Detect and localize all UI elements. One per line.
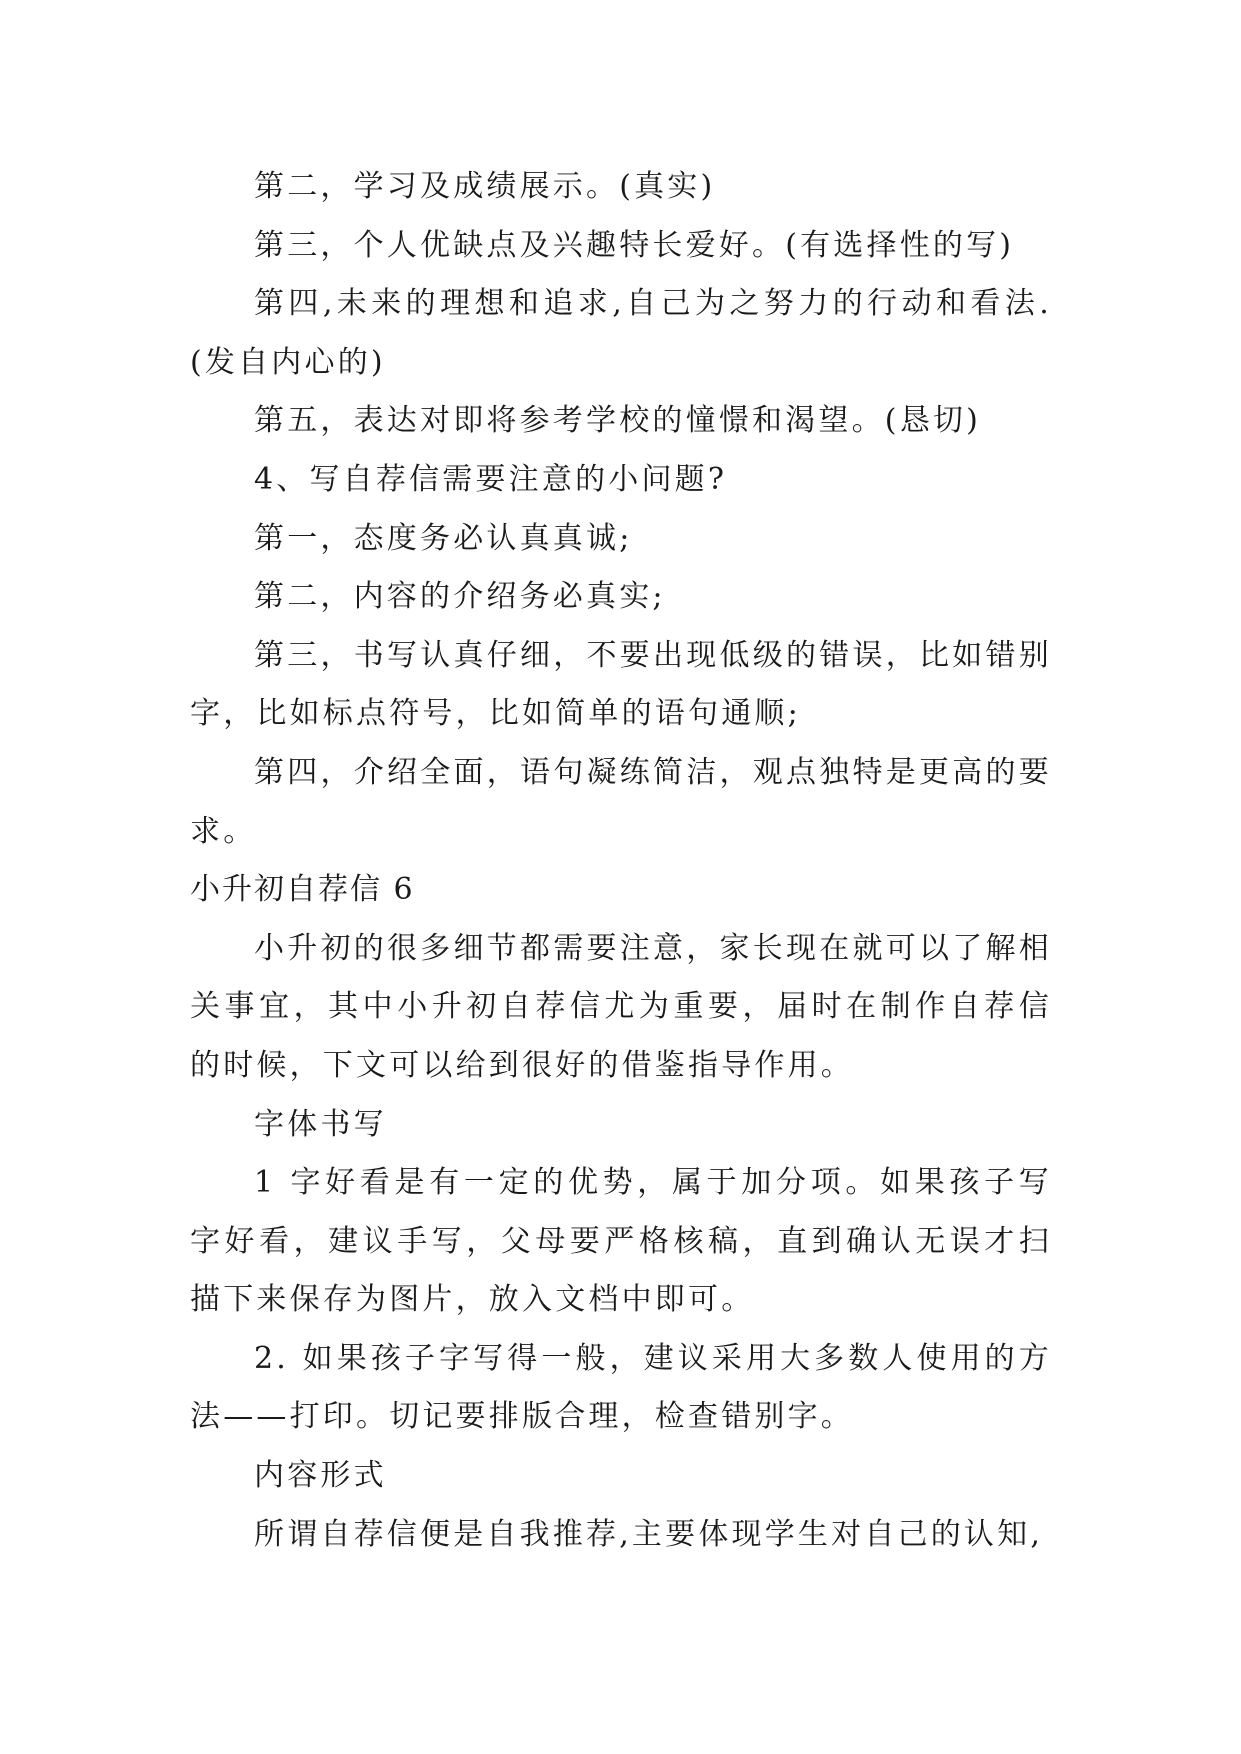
section-heading: 小升初自荐信 6 <box>190 872 415 908</box>
paragraph-handwriting-one: 1 字好看是有一定的优势，属于加分项。如果孩子写字好看，建议手写，父母要严格核稿，直到确认无误才扫描下来保存为图片，放入文档中即可。 <box>190 1165 1052 1318</box>
paragraph-section-4-title: 4、写自荐信需要注意的小问题? <box>254 461 728 497</box>
document-body <box>190 158 1052 1564</box>
paragraph-point-two-grades: 第二，学习及成绩展示。(真实) <box>254 169 716 204</box>
paragraph-handwriting-two: 2. 如果孩子字写得一般，建议采用大多数人使用的方法——打印。切记要排版合理，检查错别字。 <box>190 1340 1052 1435</box>
paragraph-point-five-aspiration: 第五，表达对即将参考学校的憧憬和渴望。(恳切) <box>254 403 982 439</box>
paragraph-note-two-truthful: 第二，内容的介绍务必真实; <box>254 579 666 615</box>
paragraph-intro: 小升初的很多细节都需要注意，家长现在就可以了解相关事宜，其中小升初自荐信尤为重要，届时在制作自荐信的时候，下文可以给到很好的借鉴指导作用。 <box>190 930 1052 1083</box>
subheading-handwriting: 字体书写 <box>254 1106 387 1142</box>
paragraph-note-three-careful: 第三，书写认真仔细，不要出现低级的错误，比如错别字，比如标点符号，比如简单的语句通顺; <box>190 637 1052 732</box>
paragraph-point-three-strengths: 第三，个人优缺点及兴趣特长爱好。(有选择性的写) <box>254 227 1015 263</box>
paragraph-content-form: 所谓自荐信便是自我推荐,主要体现学生对自己的认知, <box>254 1516 1044 1552</box>
paragraph-note-four-comprehensive: 第四，介绍全面，语句凝练简洁，观点独特是更高的要求。 <box>190 754 1052 849</box>
paragraph-note-one-attitude: 第一，态度务必认真真诚; <box>254 520 633 556</box>
paragraph-point-four-ideals: 第四,未来的理想和追求,自己为之努力的行动和看法.(发自内心的) <box>190 286 1052 380</box>
subheading-content-form: 内容形式 <box>254 1458 387 1494</box>
